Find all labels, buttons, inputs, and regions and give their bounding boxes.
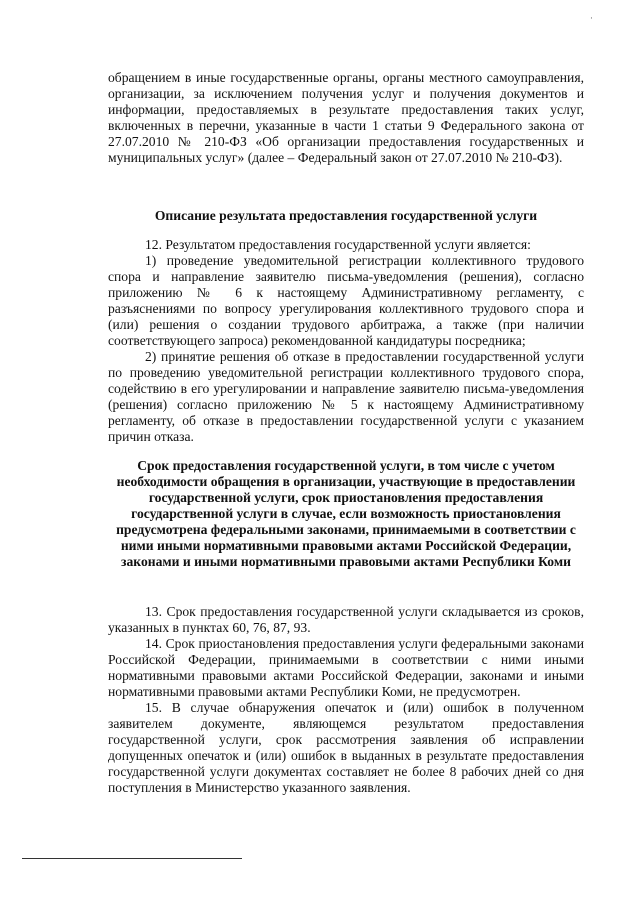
section-heading-result: Описание результата предоставления государственной услуги — [154, 208, 538, 223]
page-corner-mark: · — [590, 14, 593, 24]
paragraph-15: 15. В случае обнаружения опечаток и (или) ошибок в полученном заявителем документе, являющемся результатом предоставления государственной услуги, срок рассмотрения заявления об исправлении допущенных опечаток и (или) ошибок в выданных в результате предоставления государственной услуги документах составляет не более 8 рабочих дней со дня поступления в Министерство указанного заявления. — [108, 700, 584, 795]
intro-continuation — [108, 70, 584, 166]
footnote-divider — [22, 858, 242, 859]
paragraph-12-item-1: 1) проведение уведомительной регистрации коллективного трудового спора и направление заявителю письма-уведомления (решения), согласно приложению № 6 к настоящему Административному регламенту, с разъяснениями по вопросу урегулирования коллективного трудового спора и (или) решения о создании трудового арбитража, а также (при наличии соответствующего запроса) рекомендованной кандидатуры посредника; — [108, 253, 584, 348]
intro-paragraph: обращением в иные государственные органы, органы местного самоуправления, организации, за исключением получения услуг и получения документов и информации, предоставляемых в результате предоставления таких услуг, включенных в перечни, указанные в части 1 статьи 9 Федерального закона от 27.07.2010 № 210-ФЗ «Об организации предоставления государственных и муниципальных услуг» (далее – Федеральный закон от 27.07.2010 № 210-ФЗ). — [108, 70, 584, 165]
paragraph-12-item-2: 2) принятие решения об отказе в предоставлении государственной услуги по проведению уведомительной регистрации коллективного трудового спора, содействию в его урегулировании и направление заявителю письма-уведомления (решения) согласно приложению № 5 к настоящему Административному регламенту, об отказе в предоставлении государственной услуги с указанием причин отказа. — [108, 349, 584, 444]
paragraph-12: 12. Результатом предоставления государственной услуги является: — [145, 237, 531, 252]
paragraph-13: 13. Срок предоставления государственной услуги складывается из сроков, указанных в пунктах 60, 76, 87, 93. — [108, 604, 584, 635]
section-heading-term: Срок предоставления государственной услуги, в том числе с учетом необходимости обращения в организации, участвующие в предоставлении государственной услуги, срок приостановления предоставления государственной услуги в случае, если возможность приостановления предусмотрена федеральными законами, принимаемыми в соответствии с ними иными нормативными правовыми актами Российской Федерации, законами и иными нормативными правовыми актами Республики Коми — [116, 458, 576, 569]
section-result-body — [108, 237, 584, 445]
section-term-body — [108, 604, 584, 796]
paragraph-14: 14. Срок приостановления предоставления услуги федеральными законами Российской Федерации, принимаемыми в соответствии с ними иными нормативными правовыми актами Российской Федерации, законами и иными нормативными правовыми актами Республики Коми, не предусмотрен. — [108, 636, 584, 699]
